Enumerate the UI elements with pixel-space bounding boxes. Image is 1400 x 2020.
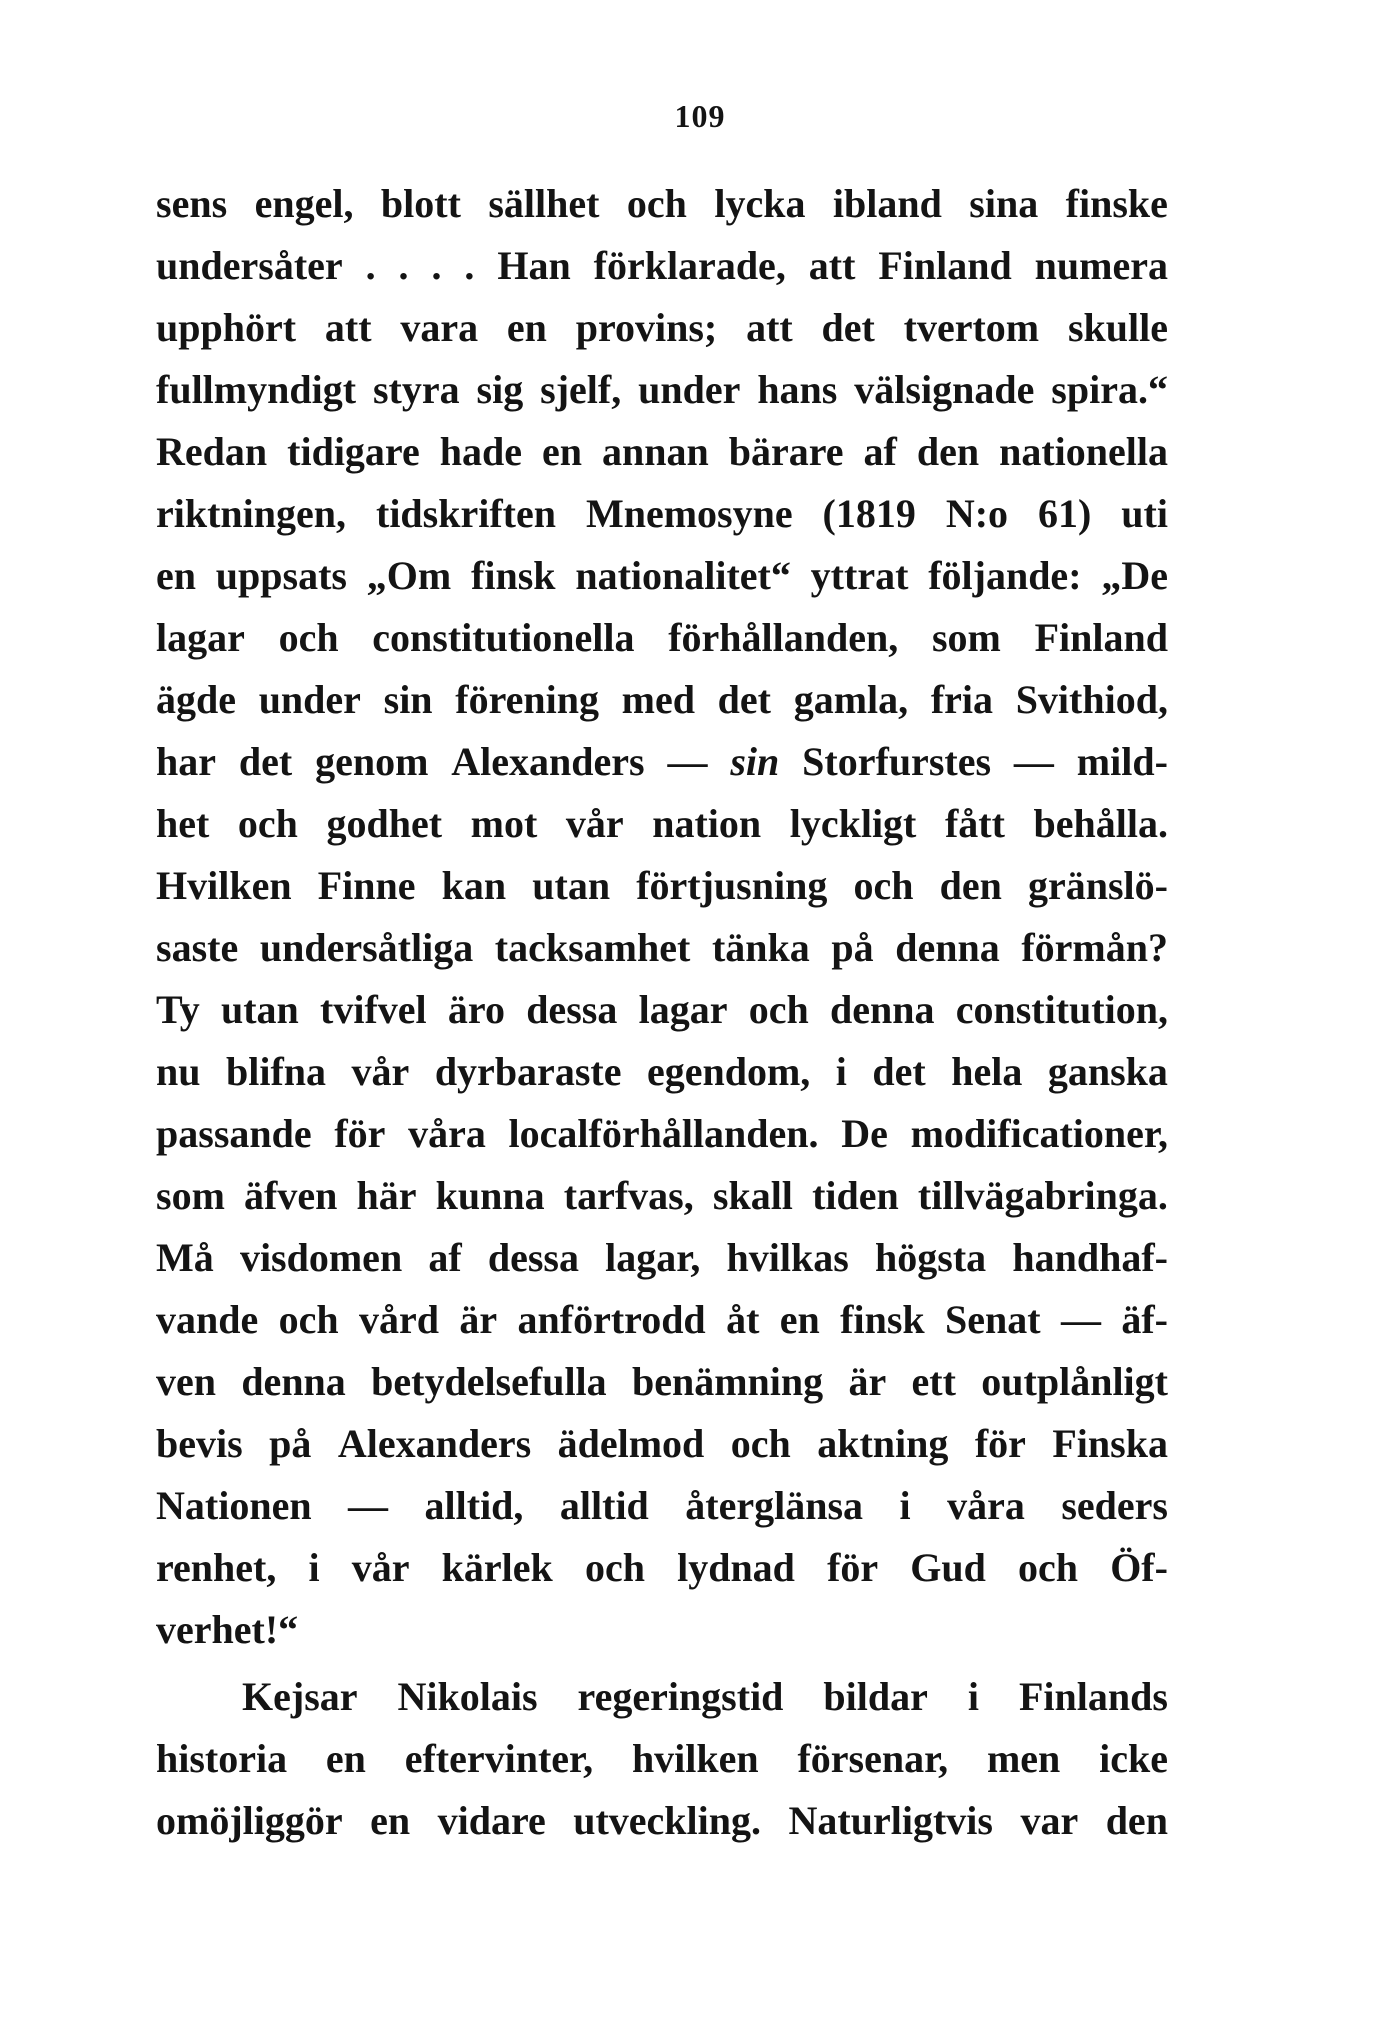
word: är [848,1359,887,1404]
word: hela [951,1049,1023,1094]
word: „Om [366,553,452,598]
text-line [156,1413,1168,1475]
word: godhet [326,801,443,846]
text-line [156,917,1168,979]
word: sjelf, [540,367,622,412]
word: seders [1061,1483,1168,1528]
word: Alexanders [337,1421,532,1466]
word: nation [652,801,762,846]
word: tacksamhet [494,925,691,970]
word: sin [730,739,780,784]
word: här [356,1173,417,1218]
word: för [974,1421,1026,1466]
text-line [156,483,1168,545]
word: en [325,1736,366,1781]
word: 61) [1038,491,1092,536]
word: historia [156,1736,288,1781]
word: tidigare [287,429,420,474]
word: bevis [156,1421,243,1466]
word: styra [372,367,460,412]
word: Mnemosyne [585,491,793,536]
text-line [156,1599,1168,1661]
word: våra [408,1111,486,1156]
word: sina [969,181,1039,226]
word: i [308,1545,320,1590]
word: mild- [1076,739,1168,784]
text-line [156,545,1168,607]
word: Gud [910,1545,986,1590]
word: för [334,1111,386,1156]
word: — [348,1483,389,1528]
word: förtjusning [636,863,828,908]
word: constitutionella [372,615,635,660]
word: sig [476,367,524,412]
text-line [156,297,1168,359]
text-line [156,855,1168,917]
word: „De [1101,553,1168,598]
word: utan [220,987,299,1032]
text-line [156,793,1168,855]
word: blott [380,181,461,226]
word: engel, [254,181,354,226]
word: finsk [471,553,556,598]
word: och [278,1297,339,1342]
word: Finland [878,243,1012,288]
word: visdomen [239,1235,403,1280]
word: Svithiod, [1015,677,1168,722]
word: Han [497,243,571,288]
word: utveckling. [573,1798,762,1843]
word: den [916,429,980,474]
word: högsta [875,1235,987,1280]
word: äfven [244,1173,338,1218]
word: och [730,1421,791,1466]
text-line [156,1041,1168,1103]
word: Finland [1034,615,1168,660]
word: saste [156,925,239,970]
word: Naturligtvis [788,1798,993,1843]
word: . [398,243,409,288]
word: som [156,1173,225,1218]
word: det [717,677,771,722]
word: det [821,305,875,350]
word: skall [712,1173,793,1218]
word: förklarade, [593,243,786,288]
word: ganska [1047,1049,1168,1094]
word: förening [455,677,599,722]
word: Finlands [1019,1674,1168,1719]
text-line [156,1790,1168,1852]
word: tvertom [903,305,1040,350]
text-line [156,421,1168,483]
word: äf- [1121,1297,1168,1342]
word: eftervinter, [404,1736,594,1781]
word: åt [726,1297,760,1342]
word: het [156,801,210,846]
word: provins; [575,305,718,350]
word: gränslö- [1027,863,1168,908]
text-line [156,1103,1168,1165]
word: utan [532,863,611,908]
word: och [237,801,298,846]
word: tiden [812,1173,899,1218]
word: passande [156,1111,312,1156]
word: under [638,367,741,412]
word: det [238,739,293,784]
word: mot [470,801,538,846]
word: annan [601,429,709,474]
word: välsignade [854,367,1035,412]
word: att [808,243,856,288]
word: anförtrodd [517,1297,706,1342]
word: verhet!“ [156,1607,299,1652]
text-line [156,979,1168,1041]
text-line [156,669,1168,731]
word: . [365,243,376,288]
word: Öf- [1110,1545,1168,1590]
word: vård [359,1297,439,1342]
word: i [899,1483,911,1528]
word: Ty [156,987,200,1032]
word: hade [439,429,522,474]
text-line [156,235,1168,297]
word: ett [911,1359,956,1404]
word: vår [565,801,624,846]
word: i [835,1049,847,1094]
word: ägde [156,677,236,722]
word: och [853,863,914,908]
word: med [621,677,695,722]
word: gamla, [793,677,909,722]
word: sin [383,677,433,722]
word: sens [156,181,228,226]
word: en [370,1798,411,1843]
word: modificationer, [910,1111,1168,1156]
text-line [156,1537,1168,1599]
word: förhållanden, [668,615,899,660]
word: — [1060,1297,1101,1342]
word: — [667,739,708,784]
word: våra [947,1483,1025,1528]
word: dyrbaraste [434,1049,622,1094]
word: Senat [945,1297,1041,1342]
word: nationella [999,429,1168,474]
word: nu [156,1049,201,1094]
word: för [827,1545,879,1590]
word: N:o [945,491,1009,536]
word: och [1018,1545,1079,1590]
word: försenar, [797,1736,949,1781]
text-line [156,1666,1168,1728]
word: fått [944,801,1005,846]
word: dessa [487,1235,579,1280]
word: egendom, [646,1049,811,1094]
word: hvilkas [726,1235,849,1280]
word: denna [829,987,935,1032]
word: vara [400,305,479,350]
word: nationalitet“ [575,553,791,598]
word: den [939,863,1002,908]
word: förmån? [1021,925,1168,970]
word: handhaf- [1012,1235,1168,1280]
word: Finne [317,863,416,908]
word: ibland [832,181,942,226]
word: denna [241,1359,346,1404]
word: och [626,181,687,226]
page-number: 109 [674,98,726,134]
word: vår [351,1545,410,1590]
word: Hvilken [156,863,292,908]
word: uppsats [215,553,347,598]
word: benämning [631,1359,824,1404]
word: ädelmod [557,1421,705,1466]
word: återglänsa [685,1483,864,1528]
word: behålla. [1033,801,1168,846]
word: hvilken [631,1736,759,1781]
word: att [746,305,793,350]
word: Alexanders [451,739,645,784]
word: (1819 [822,491,916,536]
word: betydelsefulla [371,1359,607,1404]
word: fullmyndigt [156,367,357,412]
text-line [156,1289,1168,1351]
word: men [986,1736,1061,1781]
word: riktningen, [156,491,347,536]
word: Nikolais [397,1674,538,1719]
body-text [156,173,1168,1852]
word: och [278,615,339,660]
word: bärare [728,429,844,474]
word: tillvägabringa. [917,1173,1168,1218]
word: vande [156,1297,259,1342]
word: som [931,615,1001,660]
word: uti [1121,491,1168,536]
word: . [431,243,442,288]
word: lagar [638,987,728,1032]
word: i [967,1674,980,1719]
text-line [156,1728,1168,1790]
text-line [156,1475,1168,1537]
word: kärlek [441,1545,553,1590]
word: icke [1099,1736,1168,1781]
word: . [464,243,475,288]
word: yttrat [810,553,909,598]
word: lyckligt [789,801,917,846]
word: spira.“ [1051,367,1168,412]
text-line [156,359,1168,421]
word: — [1013,739,1054,784]
word: sällhet [488,181,600,226]
word: bildar [823,1674,928,1719]
word: regeringstid [577,1674,784,1719]
word: dessa [526,987,618,1032]
word: ven [156,1359,216,1404]
word: tvifvel [320,987,427,1032]
word: kunna [435,1173,545,1218]
word: lydnad [677,1545,795,1590]
word: och [584,1545,645,1590]
word: af [428,1235,462,1280]
word: har [156,739,216,784]
word: omöjliggör [156,1798,343,1843]
word: lagar, [605,1235,701,1280]
word: finsk [840,1297,925,1342]
word: hans [757,367,838,412]
word: undersåtliga [259,925,474,970]
word: på [269,1421,312,1466]
word: constitution, [955,987,1168,1032]
word: äro [447,987,505,1032]
word: Redan [156,429,268,474]
word: att [324,305,372,350]
word: Må [156,1235,214,1280]
word: undersåter [156,243,343,288]
word: Finska [1052,1421,1168,1466]
word: De [841,1111,888,1156]
word: på [831,925,874,970]
word: renhet, [156,1545,277,1590]
word: Nationen [156,1483,312,1528]
word: vidare [437,1798,546,1843]
word: följande: [928,553,1082,598]
word: upphört [156,305,297,350]
word: lycka [714,181,806,226]
word: blifna [226,1049,327,1094]
word: localförhållanden. [508,1111,819,1156]
word: genom [315,739,429,784]
word: skulle [1067,305,1168,350]
word: alltid, [424,1483,524,1528]
word: och [748,987,809,1032]
word: af [863,429,897,474]
word: fria [930,677,993,722]
word: en [779,1297,820,1342]
word: aktning [817,1421,949,1466]
word: tänka [711,925,810,970]
word: det [872,1049,926,1094]
text-line [156,607,1168,669]
word: finske [1065,181,1168,226]
word: numera [1034,243,1168,288]
text-line [156,1351,1168,1413]
word: är [459,1297,498,1342]
word: outplånligt [981,1359,1168,1404]
word: en [541,429,582,474]
word: tidskriften [376,491,556,536]
word: lagar [156,615,245,660]
word: Storfurstes [802,739,992,784]
text-line [156,731,1168,793]
word: en [506,305,547,350]
word: tarfvas, [563,1173,694,1218]
word: under [258,677,361,722]
word: Kejsar [242,1674,358,1719]
word: vår [351,1049,410,1094]
word: var [1020,1798,1079,1843]
text-line [156,1227,1168,1289]
word: den [1105,1798,1168,1843]
word: alltid [559,1483,649,1528]
word: en [156,553,196,598]
word: denna [895,925,1000,970]
text-line [156,173,1168,235]
text-line [156,1165,1168,1227]
word: kan [441,863,507,908]
